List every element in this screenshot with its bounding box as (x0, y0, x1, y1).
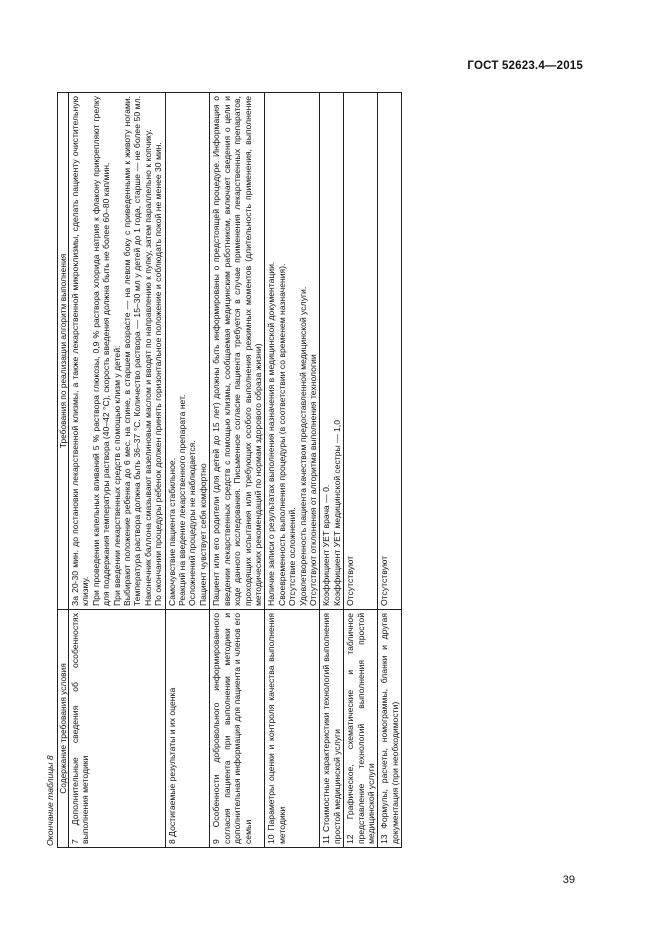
column-header-requirements: Требования по реализации алгоритм выполнения (58, 93, 69, 610)
requirement-line: Самочувствие пациента стабильное. (166, 457, 177, 606)
requirement-line: По окончании процедуры ребенок должен принять горизонтальное положение и соблюдать покой не менее 30 мин. (153, 142, 164, 606)
requirement-line: Пациент или его родители (для детей до 15 лет) должны быть информированы о предстоящей процедуре. Информация о введении лекарственных средств с помощью клизмы, сообщаемая медицинским работником, включает сведения о цели и ходе данного исследования. Письменное согласие пациента требуется в случае применения лекарственных препаратов, проходящих испытания или требующих особого выполнения режимных моментов (длительность применения, выполнение методических рекомендаций по нормам здорового образа жизни) (211, 96, 263, 606)
requirements-cell (344, 93, 378, 610)
requirement-line: При введении лекарственных средств с помощью клизм у детей: (111, 345, 122, 606)
requirement-line: Наличие записи о результатах выполнения назначения в медицинской документации. (266, 261, 277, 606)
requirement-line: Осложнений процедуры не наблюдается. (187, 440, 198, 606)
document-code: ГОСТ 52623.4—2015 (467, 60, 583, 72)
requirement-line: Отсутствуют (345, 555, 356, 606)
requirement-line: При проведении капельных вливаний 5 % раствора глюкозы, 0,9 % раствора хлорида натрия к флакону прикрепляют грелку для поддержания температуры раствора (40–42 °С), скорость введения должна быть не более 60–80 кап/мин. (90, 96, 112, 606)
requirements-cell (378, 93, 402, 610)
table-row (378, 93, 402, 848)
requirement-line: Отсутствуют отклонения от алгоритма выполнения технологии (307, 354, 318, 606)
requirement-line: Выбирают положение ребенка до 6 мес. на спине, в старшем возрасте — на левом боку с приведенными к животу ногами. Температура раствора должна быть 36–37 °С. Количество раствора — 15–30 мл у детей до 1 года, старше — не более 50 мл. Наконечник баллона смазывают вазелиновым маслом и вводят по направлению к пупку, затем параллельно к копчику. (122, 96, 153, 606)
condition-cell: 7 Дополнительные сведения об особенностях выполнения методики (69, 610, 166, 848)
requirements-cell (210, 93, 265, 610)
requirements-cell (265, 93, 320, 610)
condition-cell: 12 Графическое, схематические и табличное представление технологий выполнения простой медицинской услуги (344, 610, 378, 848)
condition-cell: 11 Стоимостные характеристики технологий выполнения простой медицинской услуги (320, 610, 344, 848)
table-row (344, 93, 378, 848)
column-header-condition: Содержание требования условия (58, 610, 69, 848)
table-row (69, 93, 166, 848)
requirement-line: Отсутствуют (379, 555, 390, 606)
requirement-line: За 20-30 мин. до постановки лекарственной клизмы, а также лекарственной микроклизмы, сделать пациенту очистительную клизму. (70, 96, 91, 606)
table-header-row (58, 93, 69, 848)
rotated-table-area (44, 93, 593, 848)
requirement-line: Удовлетворенность пациента качеством предоставленной медицинской услуги. (297, 286, 308, 606)
page-number: 39 (562, 874, 575, 886)
requirements-cell (165, 93, 210, 610)
table-caption: Окончание таблицы 8 (45, 755, 55, 846)
condition-cell: 8 Достигаемые результаты и их оценка (165, 610, 210, 848)
table-row (210, 93, 265, 848)
condition-cell: 10 Параметры оценки и контроля качества выполнения методики (265, 610, 320, 848)
requirement-line: Коэффициент УЕТ врача — 0. (321, 484, 332, 606)
requirements-cell (69, 93, 166, 610)
requirement-line: Пациент чувствует себя комфортно (197, 463, 208, 606)
requirement-line: Отсутствие осложнений. (287, 507, 298, 606)
table-row (165, 93, 210, 848)
table-row (265, 93, 320, 848)
condition-cell: 9 Особенности добровольного информированного согласия пациента при выполнении методики и дополнительная информация для пациента и членов его семьи (210, 610, 265, 848)
table-row (320, 93, 344, 848)
requirement-line: Своевременность выполнения процедуры (в соответствии со временем назначения). (276, 263, 287, 606)
requirement-line: Реакций на введение лекарственного препарата нет. (177, 394, 188, 606)
requirement-line: Коэффициент УЕТ медицинской сестры — 1,0 (331, 420, 342, 606)
requirements-cell (320, 93, 344, 610)
condition-cell: 13 Формулы, расчеты, номограммы, бланки и другая документация (при необходимости) (378, 610, 402, 848)
requirements-table (57, 92, 402, 848)
